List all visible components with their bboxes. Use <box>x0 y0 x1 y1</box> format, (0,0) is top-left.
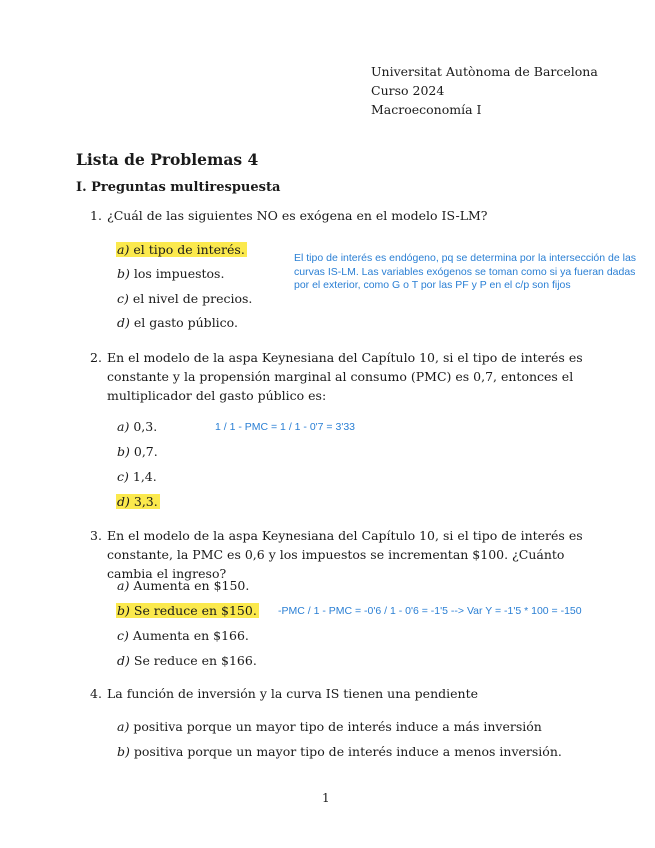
highlighted-answer: b) Se reduce en $150. <box>117 603 257 618</box>
option-4b: b) positiva porque un mayor tipo de interés induce a menos inversión. <box>117 744 562 759</box>
question-number: 4. <box>90 686 102 701</box>
annotation-note-3: -PMC / 1 - PMC = -0'6 / 1 - 0'6 = -1'5 --> Var Y = -1'5 * 100 = -150 <box>278 605 582 617</box>
question-2 <box>90 348 590 405</box>
option-1a <box>117 241 247 259</box>
annotation-note-1: El tipo de interés es endógeno, pq se determina por la intersección de las curvas IS-LM. Las variables exógenos se toman como si ya fueran dadas por el exterior, como G o T por las PF y P en el c/p son fijos <box>294 252 637 291</box>
option-1c: c) el nivel de precios. <box>117 291 253 306</box>
option-3b <box>117 602 259 620</box>
question-number: 3. <box>90 528 102 543</box>
option-3a: a) Aumenta en $150. <box>117 578 250 593</box>
option-2b: b) 0,7. <box>117 444 158 459</box>
option-3d: d) Se reduce en $166. <box>117 653 257 668</box>
page-title: Lista de Problemas 4 <box>76 150 259 169</box>
course-year: Curso 2024 <box>371 83 445 98</box>
option-2d <box>117 493 160 511</box>
option-4a: a) positiva porque un mayor tipo de interés induce a más inversión <box>117 719 542 734</box>
university-name: Universitat Autònoma de Barcelona <box>371 64 598 79</box>
page-number: 1 <box>322 791 330 805</box>
question-text: ¿Cuál de las siguientes NO es exógena en el modelo IS-LM? <box>107 208 488 223</box>
subject-name: Macroeconomía I <box>371 102 482 117</box>
annotation-note-2: 1 / 1 - PMC = 1 / 1 - 0'7 = 3'33 <box>215 421 355 433</box>
question-number: 2. <box>90 350 102 365</box>
highlighted-answer: d) 3,3. <box>117 494 158 509</box>
option-1d: d) el gasto público. <box>117 315 238 330</box>
section-heading: I. Preguntas multirespuesta <box>76 180 281 195</box>
header-block <box>371 62 598 119</box>
question-text: En el modelo de la aspa Keynesiana del Capítulo 10, si el tipo de interés es constante y la propensión marginal al consumo (PMC) es 0,7, entonces el multiplicador del gasto público es: <box>107 350 583 403</box>
question-number: 1. <box>90 208 102 223</box>
question-1 <box>90 206 590 225</box>
question-text: En el modelo de la aspa Keynesiana del Capítulo 10, si el tipo de interés es constante, la PMC es 0,6 y los impuestos se incrementan $100. ¿Cuánto cambia el ingreso? <box>107 528 583 581</box>
question-3 <box>90 526 590 583</box>
question-4 <box>90 684 590 703</box>
option-3c: c) Aumenta en $166. <box>117 628 249 643</box>
highlighted-answer: a) el tipo de interés. <box>117 242 245 257</box>
question-text: La función de inversión y la curva IS tienen una pendiente <box>107 686 479 701</box>
option-1b: b) los impuestos. <box>117 266 225 281</box>
option-2c: c) 1,4. <box>117 469 157 484</box>
option-2a: a) 0,3. <box>117 419 158 434</box>
